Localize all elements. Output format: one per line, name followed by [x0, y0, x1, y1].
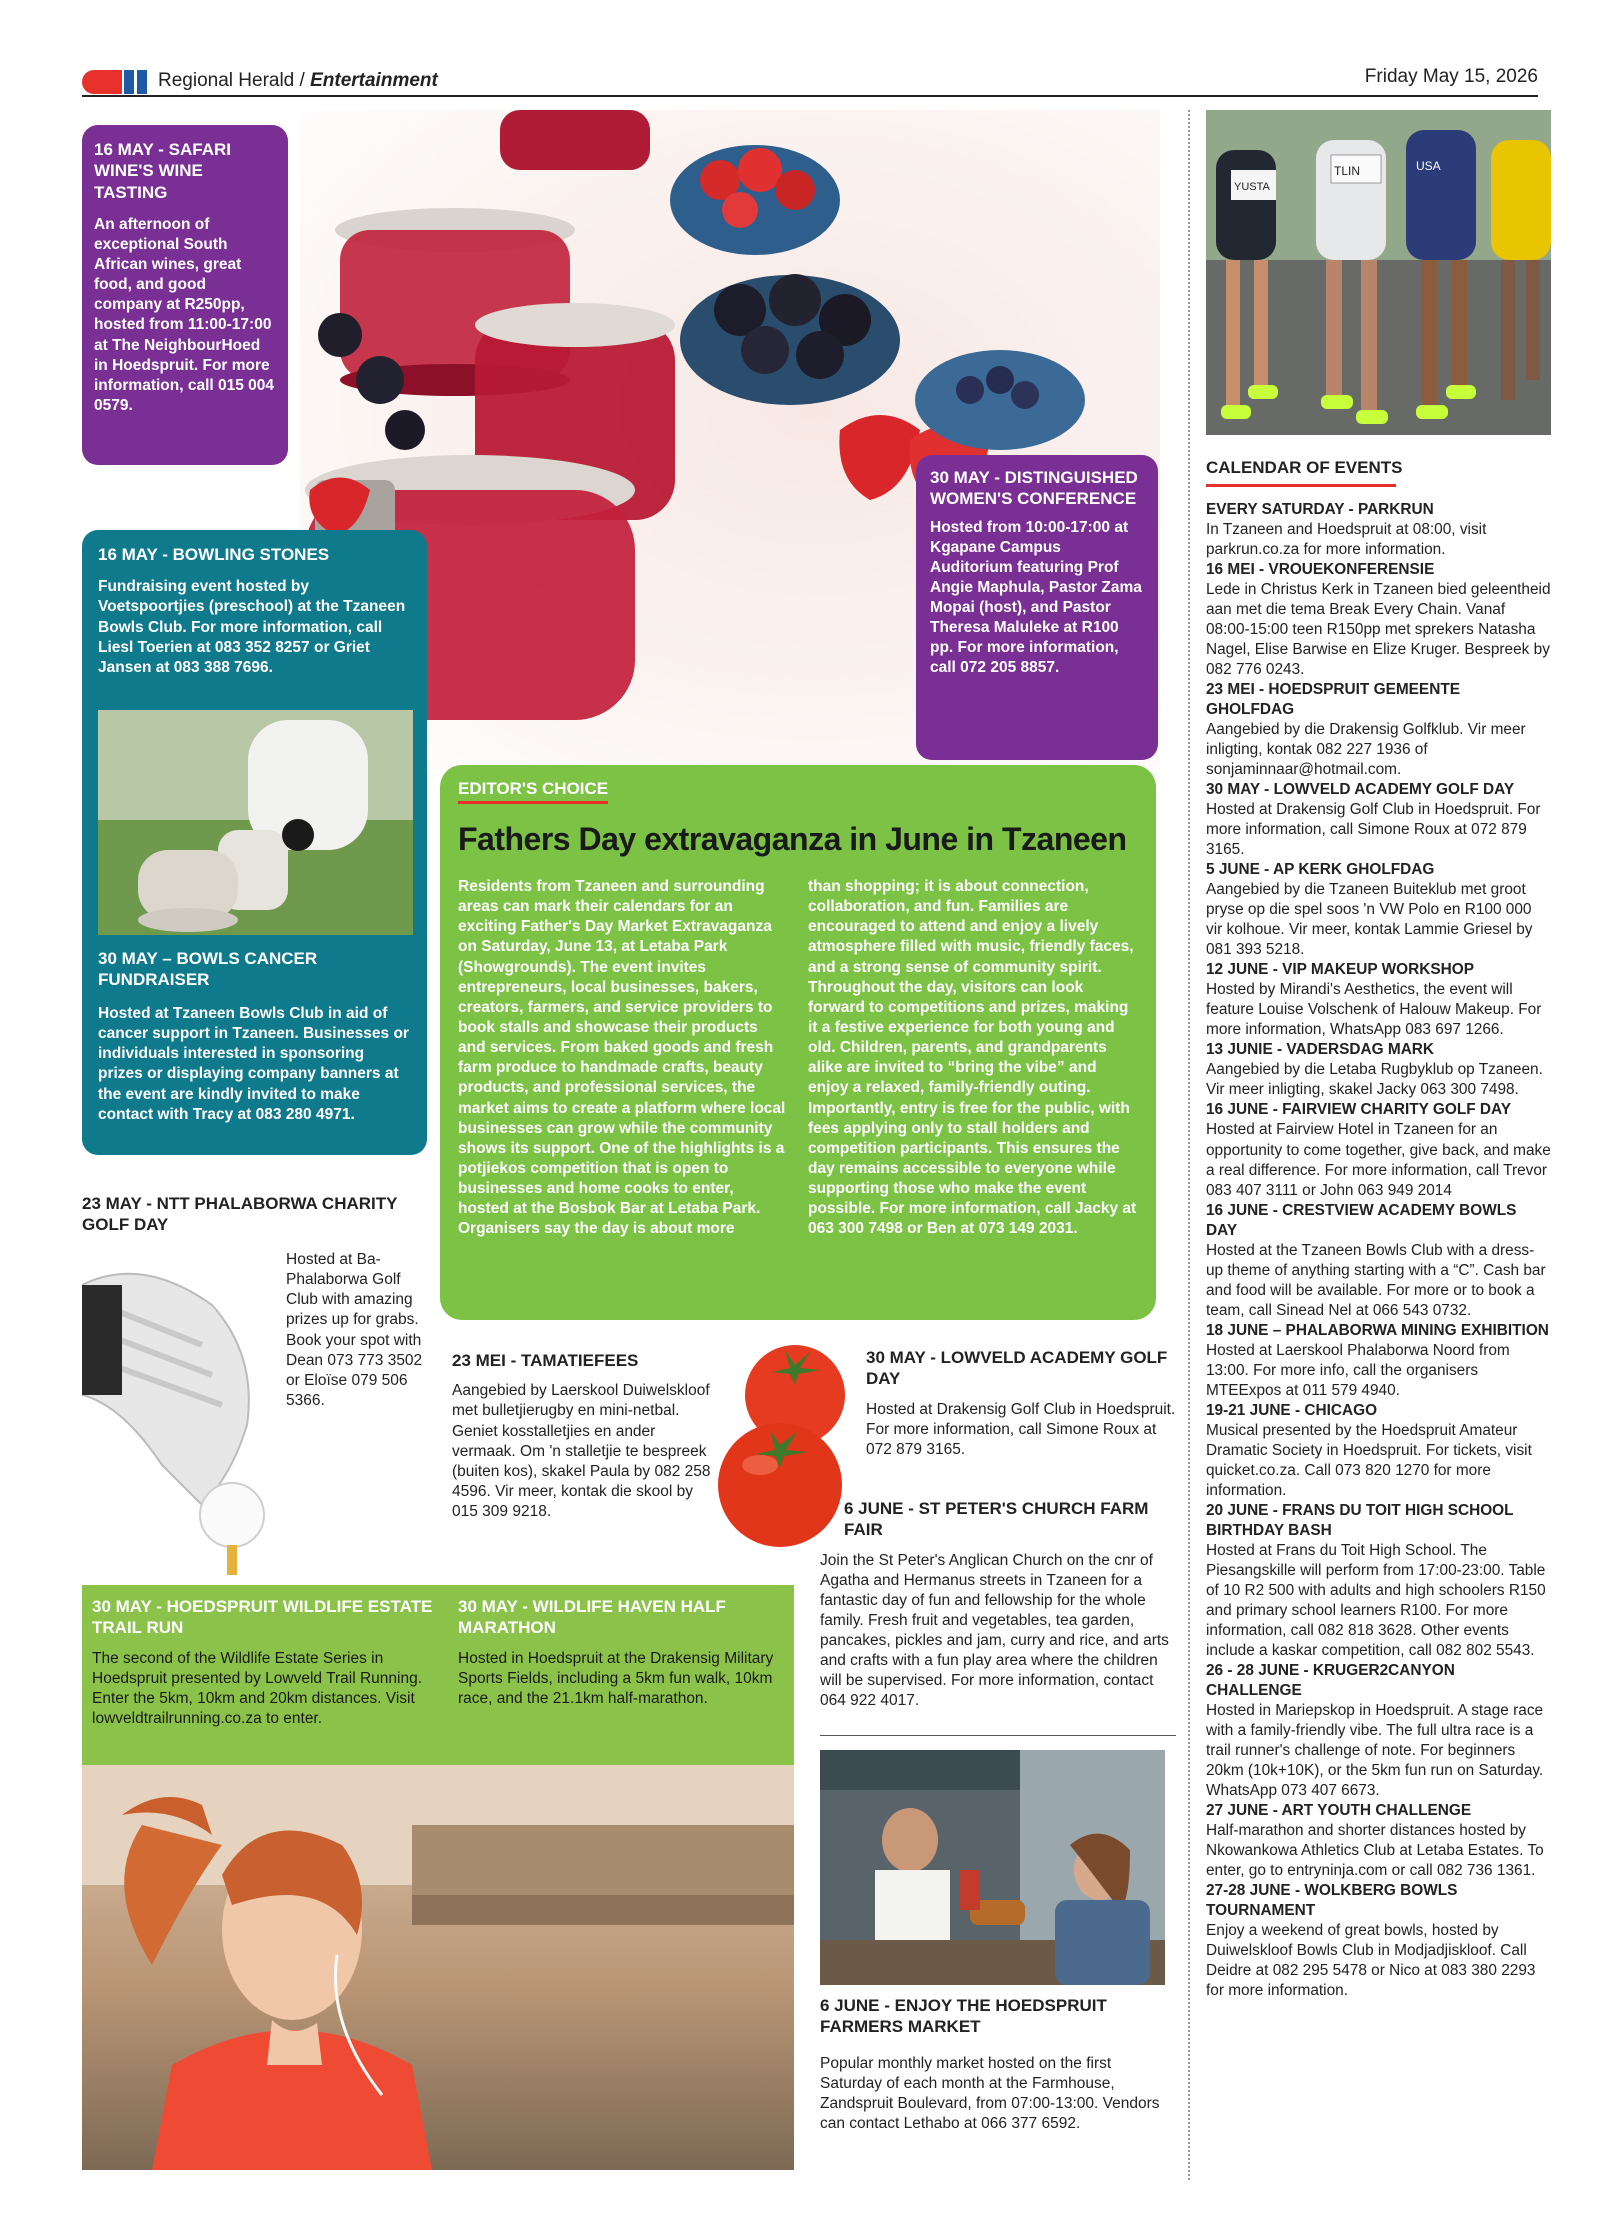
calendar-title: CALENDAR OF EVENTS: [1206, 458, 1403, 477]
calendar-event: [1206, 1321, 1551, 1401]
calendar-event: [1206, 860, 1551, 960]
event-body: Hosted at Ba-Phalaborwa Golf Club with amazing prizes up for grabs. Book your spot with Dean 073 773 3502 or Eloïse 079 506 5366.: [286, 1251, 423, 1409]
event-title: 30 MAY – BOWLS CANCER FUNDRAISER: [98, 949, 318, 990]
event-body: Hosted at Drakensig Golf Club in Hoedspruit. For more information, call Simone Roux at 072 879 3165.: [866, 1400, 1176, 1458]
calendar-event-body: Lede in Christus Kerk in Tzaneen bied geleentheid aan met die tema Break Every Chain. Vanaf 08:00-15:00 teen R150pp met sprekers Natasha Nagel, Elise Barwise en Elize Kruger. Bespreek by 082 776 0243.: [1206, 581, 1551, 679]
calendar-event: [1206, 1201, 1551, 1321]
header-date: Friday May 15, 2026: [1364, 66, 1538, 87]
calendar-event-body: Musical presented by the Hoedspruit Amateur Dramatic Society in Hoedspruit. For tickets, visit quicket.co.za. Call 073 820 1270 for more information.: [1206, 1421, 1532, 1499]
event-title: 6 JUNE - ENJOY THE HOEDSPRUIT FARMERS MARKET: [820, 1996, 1107, 2037]
event-trail-run: [92, 1596, 437, 1729]
calendar-event: [1206, 500, 1551, 560]
header-logo-blue-bar: [124, 70, 134, 94]
event-farmers-market: [820, 1995, 1165, 2134]
event-tamatiefees: [452, 1350, 722, 1522]
event-title: 16 MAY - BOWLING STONES: [98, 545, 330, 564]
header-logo-red-bar: [82, 70, 122, 94]
calendar-event-title: 12 JUNE - VIP MAKEUP WORKSHOP: [1206, 961, 1474, 979]
event-body: Hosted from 10:00-17:00 at Kgapane Campus Auditorium featuring Prof Angie Maphula, Pastor Zama Mopai (host), and Pastor Theresa Maluleke at R100 pp. For more information, call 072 205 8857.: [930, 518, 1142, 677]
calendar-event-title: 27 JUNE - ART YOUTH CHALLENGE: [1206, 1802, 1472, 1820]
calendar-event-body: Hosted at the Tzaneen Bowls Club with a dress-up theme of anything starting with a “C”. Cash bar and food will be available. For more or to book a team, call Sinead Nel at 066 543 0732.: [1206, 1241, 1546, 1319]
calendar-event-title: 16 MEI - VROUEKONFERENSIE: [1206, 561, 1435, 579]
calendar-event: [1206, 680, 1551, 780]
calendar-title-underline: [1206, 484, 1396, 487]
calendar-event-body: Hosted at Drakensig Golf Club in Hoedspruit. For more information, call Simone Roux at 072 879 3165.: [1206, 801, 1541, 859]
calendar-event-body: Hosted at Laerskool Phalaborwa Noord from 13:00. For more info, call the organisers MTEExpos at 011 579 4940.: [1206, 1341, 1510, 1399]
event-title: 23 MEI - TAMATIEFEES: [452, 1351, 639, 1370]
event-lowveld-golf: [866, 1347, 1176, 1460]
event-title: 23 MAY - NTT PHALABORWA CHARITY GOLF DAY: [82, 1194, 398, 1235]
calendar-event: [1206, 1661, 1551, 1801]
runner-bib-3: USA: [1416, 159, 1441, 173]
column-divider: [1188, 110, 1190, 2180]
calendar-event: [1206, 960, 1551, 1040]
editors-choice-col-2: than shopping; it is about connection, collaboration, and fun. Families are encouraged to attend and enjoy a lively atmosphere filled with music, friendly faces, and a strong sense of community spirit. Throughout the day, visitors can look forward to competitions and prizes, making it a festive experience for both young and old. Children, parents, and grandparents alike are invited to “bring the vibe” and enjoy a relaxed, family-friendly outing. Importantly, entry is free for the public, with fees applying only to stall holders and competition participants. This ensures the day remains accessible to everyone while supporting those who make the event possible. For more information, call Jacky at 063 300 7498 or Ben at 073 149 2031.: [808, 878, 1137, 1238]
header-rule: [82, 95, 1538, 97]
event-body: Aangebied by Laerskool Duiwelskloof met bulletjierugby en mini-netbal. Geniet kosstalletjies en ander vermaak. Om 'n stalletjie te bespreek (buiten kos), skakel Paula by 082 258 4596. Vir meer, kontak die skool by 015 309 9218.: [452, 1382, 711, 1521]
calendar-event-body: Aangebied by die Tzaneen Buiteklub met groot pryse op die spel soos 'n VW Polo en R100 000 vir kolhoue. Vir meer, kontak Lammie Griesel by 081 393 5218.: [1206, 881, 1533, 959]
calendar-event: [1206, 1401, 1551, 1501]
event-box-safari-wine: [82, 125, 288, 465]
event-body: The second of the Wildlife Estate Series in Hoedspruit presented by Lowveld Trail Running. Enter the 5km, 10km and 20km distances. Visit lowveldtrailrunning.co.za to enter.: [92, 1649, 422, 1727]
calendar-event-title: 20 JUNE - FRANS DU TOIT HIGH SCHOOL BIRTHDAY BASH: [1206, 1501, 1514, 1539]
editors-choice-col-1: Residents from Tzaneen and surrounding areas can mark their calendars for an exciting Father's Day Market Extravaganza on Saturday, June 13, at Letaba Park (Showgrounds). The event invites entrepreneurs, local businesses, bakers, creators, farmers, and service providers to book stalls and showcase their products and services. From baked goods and fresh farm produce to handmade crafts, beauty products, and professional services, the market aims to create a platform where local businesses can grow while the community shows its support. One of the highlights is a potjiekos competition that is open to businesses and home cooks to enter, hosted at the Bosbok Bar at Letaba Park. Organisers say the day is about more: [458, 878, 786, 1238]
event-title: 30 MAY - LOWVELD ACADEMY GOLF DAY: [866, 1348, 1168, 1389]
calendar-event-body: Hosted in Mariepskop in Hoedspruit. A stage race with a family-friendly vibe. The full ultra race is a trail runner's challenge of note. For beginners 20km (10k+10K), or the 5km fun run on Saturday. WhatsApp 073 407 6673.: [1206, 1701, 1544, 1799]
calendar-event-body: In Tzaneen and Hoedspruit at 08:00, visit parkrun.co.za for more information.: [1206, 521, 1487, 559]
calendar-event-title: 13 JUNIE - VADERSDAG MARK: [1206, 1041, 1435, 1059]
calendar-event-body: Enjoy a weekend of great bowls, hosted by Duiwelskloof Bowls Club in Modjadjiskloof. Call Deidre at 082 295 5478 or Nico at 083 380 2293 for more information.: [1206, 1922, 1536, 2000]
calendar-event: [1206, 1501, 1551, 1661]
calendar-event-title: EVERY SATURDAY - PARKRUN: [1206, 501, 1434, 518]
event-body: Hosted at Tzaneen Bowls Club in aid of cancer support in Tzaneen. Businesses or individuals interested in sponsoring prizes or displaying company banners at the event are kindly invited to make contact with Tracy at 083 280 4971.: [98, 1005, 409, 1123]
calendar-event: [1206, 1881, 1551, 2001]
divider: [820, 1735, 1176, 1736]
food-truck-photo: [820, 1750, 1165, 1985]
calendar-event: [1206, 1801, 1551, 1881]
event-half-marathon: [458, 1596, 788, 1709]
header-logo-blue-bar: [137, 70, 147, 94]
event-body: Fundraising event hosted by Voetspoortjies (preschool) at the Tzaneen Bowls Club. For more information, call Liesl Toerien at 083 352 8257 or Griet Jansen at 083 388 7696.: [98, 578, 406, 676]
calendar-event-body: Aangebied by die Letaba Rugbyklub op Tzaneen. Vir meer inligting, skakel Jacky 063 300 7498.: [1206, 1061, 1543, 1099]
woman-runner-photo: [82, 1765, 794, 2170]
event-body: An afternoon of exceptional South African wines, great food, and good company at R250pp, hosted from 11:00-17:00 at The NeighbourHoed in Hoedspruit. For more information, call 015 004 0579.: [94, 215, 275, 415]
event-ntt-golf: [82, 1193, 427, 1246]
header-section: Entertainment: [310, 70, 438, 91]
event-title: 30 MAY - WILDLIFE HAVEN HALF MARATHON: [458, 1597, 726, 1638]
event-ntt-golf-body: [286, 1250, 431, 1411]
golf-glove-photo: [82, 1245, 282, 1575]
event-body: Hosted in Hoedspruit at the Drakensig Military Sports Fields, including a 5km fun walk, 10km race, and the 21.1km half-marathon.: [458, 1649, 774, 1707]
event-st-peter-farm-fair: [820, 1498, 1175, 1712]
event-title: 30 MAY - HOEDSPRUIT WILDLIFE ESTATE TRAIL RUN: [92, 1597, 433, 1638]
calendar-event-body: Hosted by Mirandi's Aesthetics, the event will feature Louise Volschenk of Halouw Makeup. For more information, WhatsApp 083 697 1266.: [1206, 981, 1542, 1039]
runner-bib-1: YUSTA: [1234, 181, 1270, 193]
calendar-event-body: Hosted at Frans du Toit High School. The Piesangskille will perform from 17:00-23:00. Table of 10 R2 500 with adults and high schoolers R150 and primary school learners R100. For more information, call 082 818 3628. Other events include a kaskar competition, call 082 802 5543.: [1206, 1541, 1546, 1659]
calendar-event-title: 19-21 JUNE - CHICAGO: [1206, 1401, 1378, 1419]
calendar-event-title: 26 - 28 JUNE - KRUGER2CANYON CHALLENGE: [1206, 1661, 1455, 1699]
calendar-event-body: Hosted at Fairview Hotel in Tzaneen for an opportunity to come together, give back, and make a real difference. For more information, call Trevor 083 407 3111 or John 063 949 2014: [1206, 1121, 1551, 1199]
event-title: 6 JUNE - ST PETER'S CHURCH FARM FAIR: [844, 1499, 1149, 1540]
header-publication: Regional Herald / Entertainment: [158, 70, 438, 91]
runner-bib-2: TLIN: [1334, 164, 1361, 178]
calendar-event-title: 23 MEI - HOEDSPRUIT GEMEENTE GHOLFDAG: [1206, 681, 1460, 719]
calendar-event: [1206, 1040, 1551, 1100]
calendar-list: [1206, 500, 1551, 2001]
editors-choice-box: [440, 765, 1156, 1320]
calendar-event-title: 27-28 JUNE - WOLKBERG BOWLS TOURNAMENT: [1206, 1882, 1458, 1920]
editors-choice-tag: EDITOR'S CHOICE: [458, 779, 608, 804]
event-body: Join the St Peter's Anglican Church on the cnr of Agatha and Hermanus streets in Tzaneen for a fantastic day of fun and fellowship for the whole family. Fresh fruit and vegetables, tea garden, pancakes, pickles and jam, curry and rice, and arts and crafts with a fun play area where the children will be supervised. For more information, contact 064 922 4017.: [820, 1551, 1169, 1710]
event-title: 16 MAY - SAFARI WINE'S WINE TASTING: [94, 140, 231, 202]
event-body: Popular monthly market hosted on the first Saturday of each month at the Farmhouse, Zandspruit Boulevard, from 07:00-13:00. Vendors can contact Lethabo at 066 377 6592.: [820, 2054, 1160, 2132]
calendar-event-title: 30 MAY - LOWVELD ACADEMY GOLF DAY: [1206, 781, 1515, 799]
event-title: 30 MAY - DISTINGUISHED WOMEN'S CONFERENCE: [930, 468, 1138, 509]
calendar-event-title: 18 JUNE – PHALABORWA MINING EXHIBITION: [1206, 1321, 1549, 1339]
calendar-event: [1206, 1100, 1551, 1200]
event-box-bowling-stones: [82, 530, 427, 1155]
calendar-event-title: 16 JUNE - CRESTVIEW ACADEMY BOWLS DAY: [1206, 1201, 1517, 1239]
calendar-event-body: Half-marathon and shorter distances hosted by Nkowankowa Athletics Club at Letaba Estates. To enter, go to entryninja.com or call 082 736 1361.: [1206, 1822, 1544, 1880]
editors-choice-headline: Fathers Day extravaganza in June in Tzaneen: [458, 821, 1127, 857]
calendar-event: [1206, 560, 1551, 680]
calendar-event: [1206, 780, 1551, 860]
calendar-event-title: 16 JUNE - FAIRVIEW CHARITY GOLF DAY: [1206, 1101, 1512, 1119]
bowls-player-photo: [98, 710, 413, 935]
calendar-event-body: Aangebied by die Drakensig Golfklub. Vir meer inligting, kontak 082 227 1936 of sonjaminnaar@hotmail.com.: [1206, 721, 1526, 779]
marathon-runners-photo: [1206, 110, 1551, 435]
calendar-event-title: 5 JUNE - AP KERK GHOLFDAG: [1206, 861, 1435, 879]
event-box-womens-conference: [916, 455, 1158, 760]
